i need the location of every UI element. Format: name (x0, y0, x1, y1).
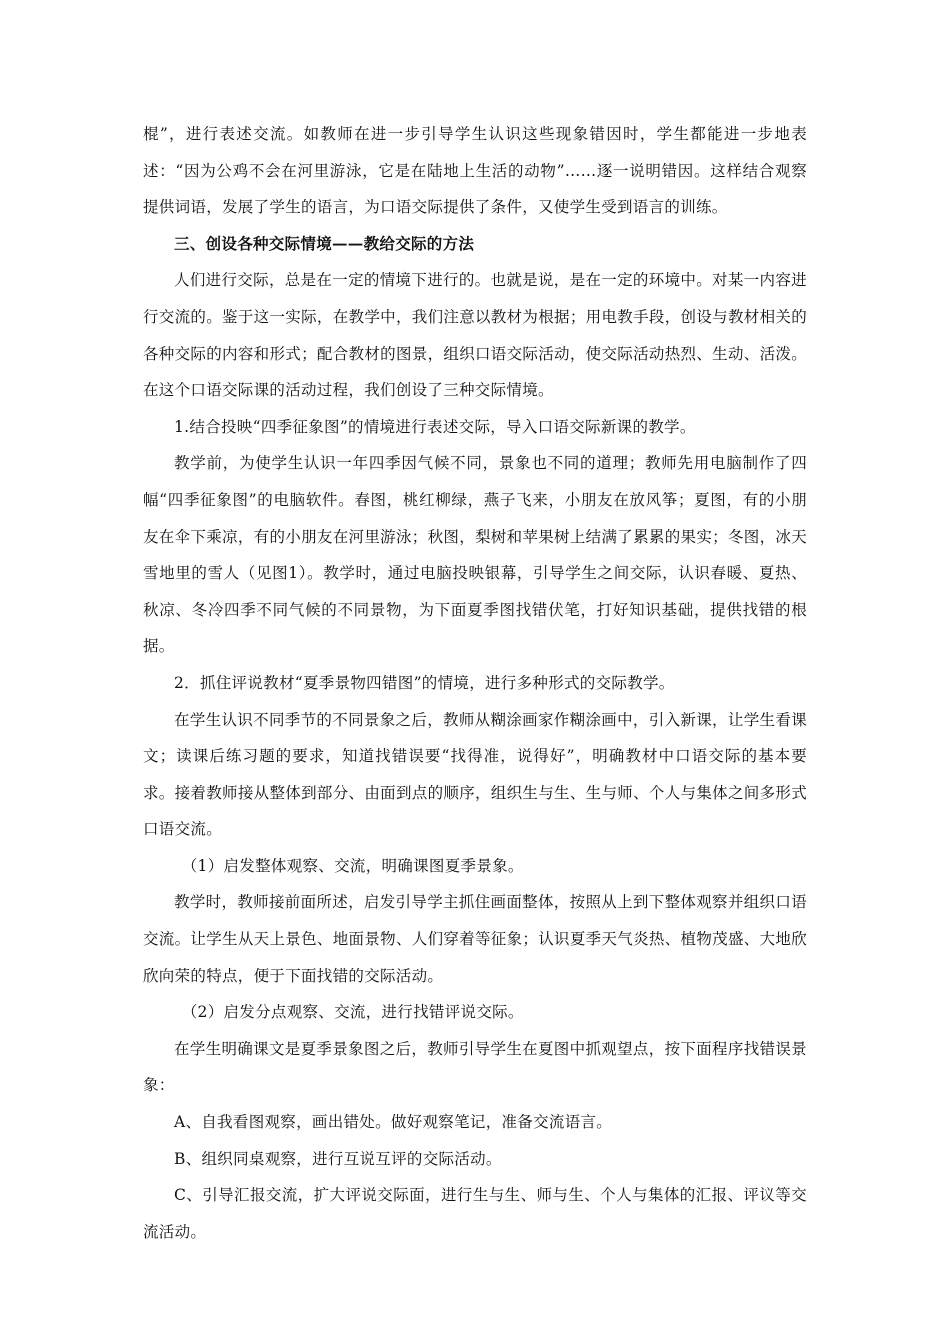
document-body (143, 116, 807, 1250)
paragraph-four-seasons: 教学前，为使学生认识一年四季因气候不同，景象也不同的道理；教师先用电脑制作了四幅“四季征象图”的电脑软件。春图，桃红柳绿，燕子飞来，小朋友在放风筝；夏图，有的小朋友在伞下乘凉，有的小朋友在河里游泳；秋图，梨树和苹果树上结满了累累的果实；冬图，冰天雪地里的雪人（见图1）。教学时，通过电脑投映银幕，引导学生之间交际，认识春暖、夏热、秋凉、冬冷四季不同气候的不同景物，为下面夏季图找错伏笔，打好知识基础，提供找错的根据。 (143, 454, 807, 656)
paragraph-find-errors: 在学生明确课文是夏季景象图之后，教师引导学生在夏图中抓观望点，按下面程序找错误景象： (143, 1039, 807, 1095)
paragraph-intro: 人们进行交际，总是在一定的情境下进行的。也就是说，是在一定的环境中。对某一内容进行交流的。鉴于这一实际，在教学中，我们注意以教材为根据；用电教手段，创设与教材相关的各种交际的内容和形式；配合教材的图景，组织口语交际活动，使交际活动热烈、生动、活泼。在这个口语交际课的活动过程，我们创设了三种交际情境。 (143, 271, 807, 400)
step-b: B、组织同桌观察，进行互说互评的交际活动。 (174, 1149, 502, 1168)
paragraph-overall-observation: 教学时，教师接前面所述，启发引导学主抓住画面整体，按照从上到下整体观察并组织口语交流。让学生从天上景色、地面景物、人们穿着等征象；认识夏季天气炎热、植物茂盛、大地欣欣向荣的特点，便于下面找错的交际活动。 (143, 893, 807, 985)
sub-item-1: （1）启发整体观察、交流，明确课图夏季景象。 (181, 856, 524, 875)
list-item-2: 2．抓住评说教材“夏季景物四错图”的情境，进行多种形式的交际教学。 (174, 673, 675, 692)
paragraph-new-lesson: 在学生认识不同季节的不同景象之后，教师从糊涂画家作糊涂画中，引入新课，让学生看课文；读课后练习题的要求，知道找错误要“找得准，说得好”，明确教材中口语交际的基本要求。接着教师接从整体到部分、由面到点的顺序，组织生与生、生与师、个人与集体之间多形式口语交流。 (143, 710, 807, 839)
list-item-1: 1.结合投映“四季征象图”的情境进行表述交际，导入口语交际新课的教学。 (174, 417, 696, 436)
sub-item-2: （2）启发分点观察、交流，进行找错评说交际。 (181, 1003, 524, 1022)
step-c: C、引导汇报交流，扩大评说交际面，进行生与生、师与生、个人与集体的汇报、评议等交流活动。 (143, 1186, 807, 1241)
paragraph-continuation: 棍”，进行表述交流。如教师在进一步引导学生认识这些现象错因时，学生都能进一步地表述：“因为公鸡不会在河里游泳，它是在陆地上生活的动物”……逐一说明错因。这样结合观察提供词语，发展了学生的语言，为口语交际提供了条件，又使学生受到语言的训练。 (143, 125, 807, 217)
step-a: A、自我看图观察，画出错处。做好观察笔记，准备交流语言。 (174, 1113, 613, 1132)
section-heading: 三、创设各种交际情境——教给交际的方法 (174, 233, 475, 253)
